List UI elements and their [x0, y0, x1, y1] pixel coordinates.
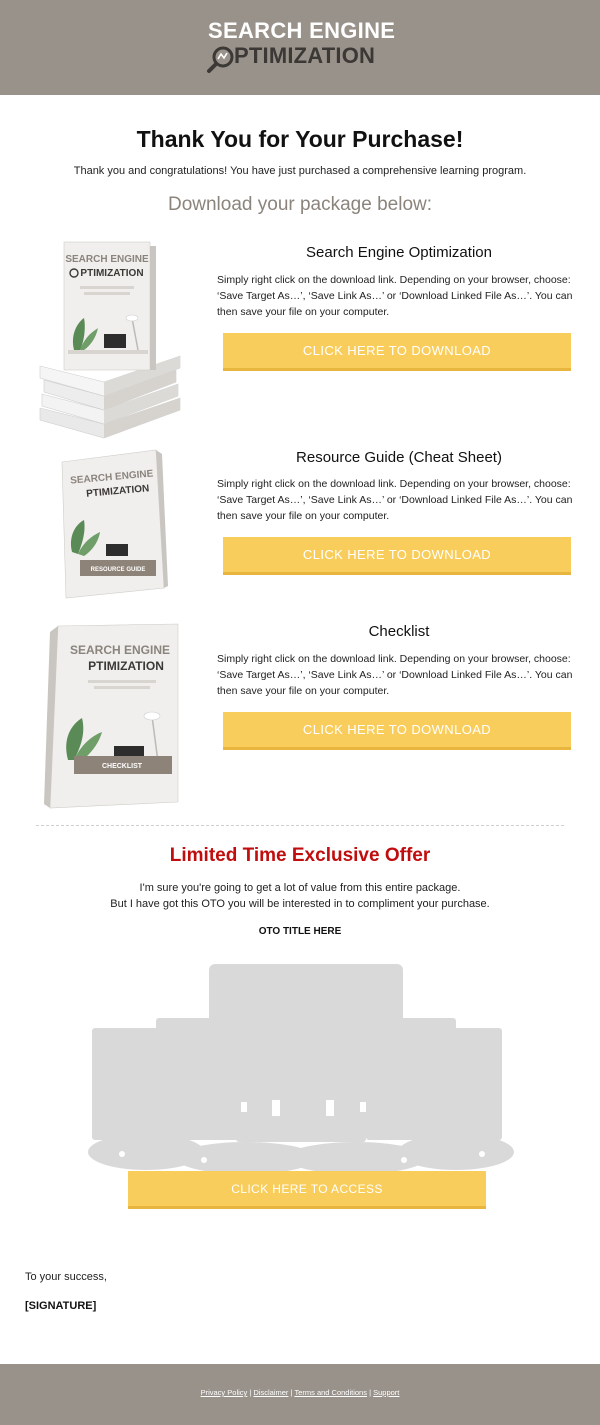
product-image-checklist: [40, 620, 186, 810]
download-button-seo[interactable]: CLICK HERE TO DOWNLOAD: [223, 333, 571, 371]
product-title: Resource Guide (Cheat Sheet): [296, 449, 502, 466]
offer-line-1: I'm sure you're going to get a lot of value from this entire package.: [139, 882, 461, 894]
footer-link-terms[interactable]: Terms and Conditions: [294, 1388, 367, 1397]
intro-text: Thank you and congratulations! You have just purchased a comprehensive learning program.: [73, 165, 527, 177]
header-bar: [0, 0, 600, 95]
footer-link-support[interactable]: Support: [373, 1388, 400, 1397]
download-button-checklist[interactable]: CLICK HERE TO DOWNLOAD: [223, 712, 571, 750]
closing-text: To your success,: [25, 1271, 107, 1283]
site-logo[interactable]: [206, 18, 396, 76]
product-image-seo-bundle: [34, 238, 184, 443]
logo-text-bottom: PTIMIZATION: [234, 43, 376, 68]
offer-title: Limited Time Exclusive Offer: [169, 845, 431, 866]
logo-text-top: SEARCH ENGINE: [208, 18, 396, 43]
product-title: Search Engine Optimization: [306, 244, 492, 261]
oto-title: OTO TITLE HERE: [258, 926, 342, 937]
footer-bar: [0, 1364, 600, 1425]
cover-title-2: PTIMIZATION: [85, 483, 150, 500]
cover-label: RESOURCE GUIDE: [90, 567, 146, 573]
book-cover: [64, 242, 156, 370]
download-button-resource-guide[interactable]: CLICK HERE TO DOWNLOAD: [223, 537, 571, 575]
footer-separator: |: [290, 1388, 293, 1397]
footer-links: [0, 1388, 600, 1397]
offer-text: [0, 880, 600, 912]
oto-placeholder-image: [86, 962, 516, 1174]
product-image-resource-guide: [56, 448, 176, 600]
cover-title-2: PTIMIZATION: [80, 268, 144, 279]
access-button[interactable]: CLICK HERE TO ACCESS: [128, 1171, 486, 1209]
product-description: Simply right click on the download link. Depending on your browser, choose: ‘Save Target As…’, ‘Save Link As…’ or ‘Download Linked File As…’. You can then save your file on your computer.: [217, 478, 573, 522]
download-heading: Download your package below:: [167, 194, 433, 215]
signature: [SIGNATURE]: [25, 1300, 97, 1312]
footer-link-disclaimer[interactable]: Disclaimer: [253, 1388, 289, 1397]
cover-label: CHECKLIST: [101, 763, 143, 770]
product-description: Simply right click on the download link. Depending on your browser, choose: ‘Save Target As…’, ‘Save Link As…’ or ‘Download Linked File As…’. You can then save your file on your computer.: [217, 274, 573, 318]
footer-separator: |: [249, 1388, 252, 1397]
section-divider: [36, 825, 564, 826]
page-title: Thank You for Your Purchase!: [136, 126, 464, 152]
footer-separator: |: [369, 1388, 372, 1397]
footer-link-privacy[interactable]: Privacy Policy: [200, 1388, 248, 1397]
offer-line-2: But I have got this OTO you will be interested in to compliment your purchase.: [110, 898, 490, 910]
cover-title-1: SEARCH ENGINE: [69, 643, 171, 657]
cover-title-1: SEARCH ENGINE: [69, 468, 154, 487]
magnifier-icon: [206, 44, 236, 74]
cover-title-2: PTIMIZATION: [88, 659, 164, 673]
product-title: Checklist: [368, 623, 430, 640]
cover-title-1: SEARCH ENGINE: [65, 254, 149, 265]
product-description: Simply right click on the download link. Depending on your browser, choose: ‘Save Target As…’, ‘Save Link As…’ or ‘Download Linked File As…’. You can then save your file on your computer.: [217, 653, 573, 697]
